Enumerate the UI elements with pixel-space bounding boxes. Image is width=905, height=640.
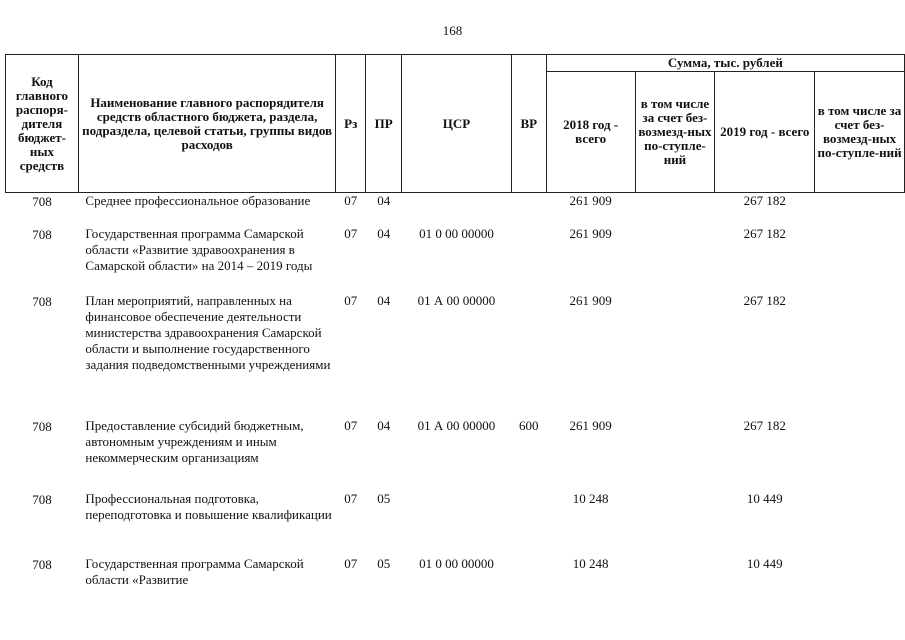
cell-2019-total: 267 182 — [743, 293, 786, 308]
header-2018-free: в том числе за счет без-возмезд-ных по-ступле-ний — [635, 72, 715, 193]
cell-csr: 01 А 00 00000 — [417, 418, 496, 433]
cell-2018-total: 261 909 — [569, 418, 612, 433]
cell-2019-total: 267 182 — [743, 226, 786, 241]
header-pr: ПР — [366, 55, 402, 193]
cell-csr: 01 А 00 00000 — [417, 293, 496, 308]
cell-name: Государственная программа Самарской области «Развитие — [85, 556, 304, 587]
cell-code: 708 — [32, 227, 52, 242]
cell-2018-total: 261 909 — [569, 226, 612, 241]
cell-rz: 07 — [344, 556, 358, 571]
cell-2018-total: 10 248 — [572, 491, 609, 506]
cell-vr — [511, 293, 546, 418]
cell-2019-total: 267 182 — [743, 418, 786, 433]
table-header — [6, 55, 905, 193]
cell-rz: 07 — [344, 193, 358, 208]
table-row — [6, 491, 905, 556]
cell-name: Профессиональная подготовка, переподготовка и повышение квалификации — [85, 491, 332, 522]
cell-2018-free — [635, 491, 715, 556]
cell-2019-free — [815, 226, 905, 293]
cell-rz: 07 — [344, 293, 358, 308]
cell-2018-free — [635, 193, 715, 227]
page-number: 168 — [442, 23, 463, 38]
cell-rz: 07 — [344, 226, 358, 241]
cell-2018-total: 261 909 — [569, 293, 612, 308]
header-name: Наименование главного распорядителя средств областного бюджета, раздела, подраздела, целевой статьи, группы видов расходов — [78, 55, 335, 193]
cell-2019-total: 10 449 — [746, 556, 783, 571]
cell-2018-free — [635, 418, 715, 491]
cell-rz: 07 — [344, 491, 358, 506]
cell-pr: 04 — [377, 293, 391, 308]
cell-csr: 01 0 00 00000 — [419, 226, 494, 241]
cell-name: План мероприятий, направленных на финансовое обеспечение деятельности министерства здравоохранения Самарской области и выполнение государственного задания подведомственными учреждениями — [85, 293, 331, 372]
cell-code: 708 — [32, 557, 52, 572]
header-csr: ЦСР — [402, 55, 512, 193]
header-sum: Сумма, тыс. рублей — [546, 55, 904, 72]
cell-pr: 04 — [377, 193, 391, 208]
cell-vr — [511, 491, 546, 556]
cell-2019-free — [815, 293, 905, 418]
cell-vr — [511, 193, 546, 227]
cell-2019-total: 267 182 — [743, 193, 786, 208]
table-row — [6, 226, 905, 293]
budget-table — [5, 54, 905, 597]
header-code: Код главного распоря-дителя бюджет-ных средств — [6, 55, 79, 193]
cell-2019-free — [815, 491, 905, 556]
cell-2018-total: 261 909 — [569, 193, 612, 208]
cell-code: 708 — [32, 294, 52, 309]
table-body — [6, 193, 905, 598]
table-row — [6, 556, 905, 597]
cell-vr: 600 — [519, 418, 539, 433]
cell-code: 708 — [32, 419, 52, 434]
cell-vr — [511, 556, 546, 597]
header-2019-free: в том числе за счет без-возмезд-ных по-ступле-ний — [815, 72, 905, 193]
header-vr: ВР — [511, 55, 546, 193]
table-row — [6, 293, 905, 418]
cell-vr — [511, 226, 546, 293]
cell-2019-free — [815, 193, 905, 227]
cell-name: Предоставление субсидий бюджетным, автономным учреждениям и иным некоммерческим организациям — [85, 418, 304, 465]
table-row — [6, 418, 905, 491]
header-rz: Рз — [336, 55, 366, 193]
cell-2018-free — [635, 293, 715, 418]
cell-pr: 05 — [377, 556, 391, 571]
cell-2019-total: 10 449 — [746, 491, 783, 506]
cell-csr — [402, 193, 512, 227]
cell-pr: 04 — [377, 418, 391, 433]
cell-name: Государственная программа Самарской области «Развитие здравоохранения в Самарской области» на 2014 – 2019 годы — [85, 226, 313, 273]
header-2018-total: 2018 год - всего — [546, 72, 635, 193]
cell-2018-free — [635, 226, 715, 293]
cell-2018-free — [635, 556, 715, 597]
cell-code: 708 — [32, 492, 52, 507]
cell-rz: 07 — [344, 418, 358, 433]
cell-pr: 04 — [377, 226, 391, 241]
cell-csr — [402, 491, 512, 556]
cell-code: 708 — [32, 194, 52, 209]
cell-pr: 05 — [377, 491, 391, 506]
cell-2018-total: 10 248 — [572, 556, 609, 571]
cell-2019-free — [815, 418, 905, 491]
cell-name: Среднее профессиональное образование — [85, 193, 311, 208]
cell-2019-free — [815, 556, 905, 597]
table-row — [6, 193, 905, 227]
header-2019-total: 2019 год - всего — [715, 72, 815, 193]
cell-csr: 01 0 00 00000 — [419, 556, 494, 571]
